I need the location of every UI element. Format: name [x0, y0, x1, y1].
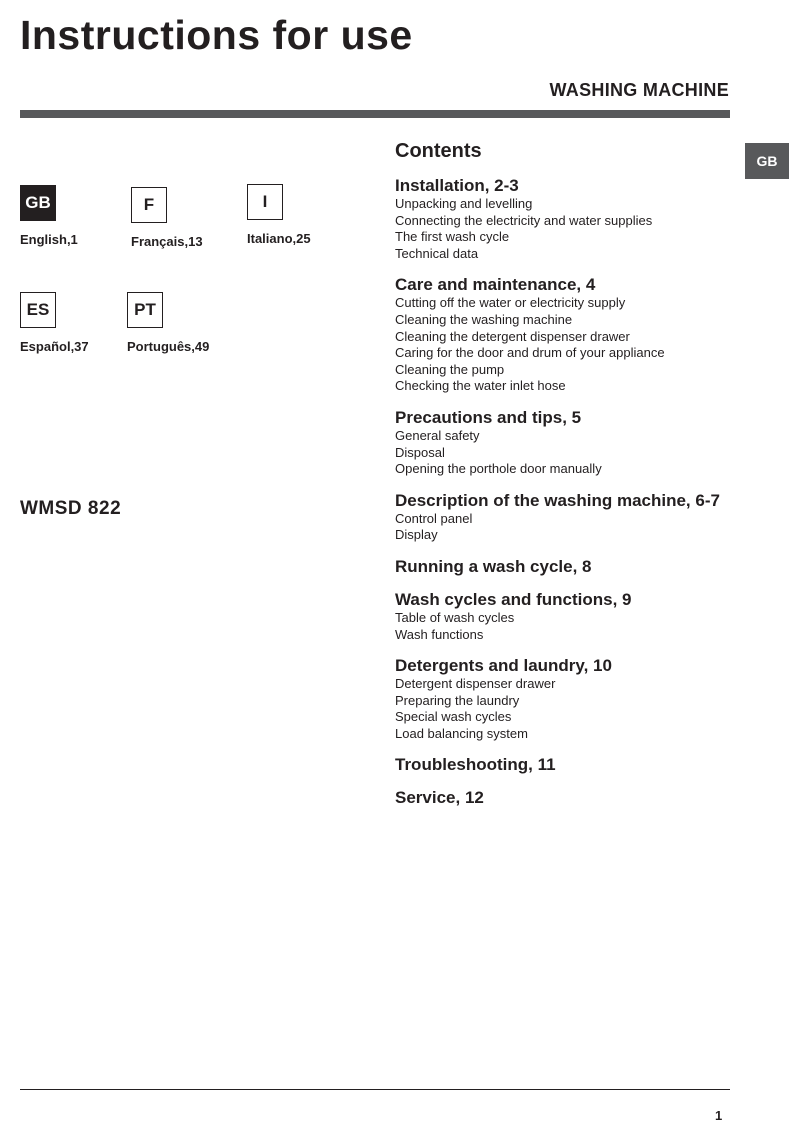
- contents-section-heading[interactable]: Troubleshooting, 11: [395, 755, 556, 775]
- contents-item[interactable]: Technical data: [395, 245, 479, 261]
- contents-section-heading[interactable]: Precautions and tips, 5: [395, 407, 582, 427]
- contents-section: [395, 787, 740, 808]
- contents-section-heading[interactable]: Detergents and laundry, 10: [395, 656, 612, 676]
- language-pt[interactable]: [127, 292, 209, 354]
- contents-section: [395, 754, 740, 775]
- contents-item[interactable]: Wash functions: [395, 626, 484, 642]
- contents-item[interactable]: Checking the water inlet hose: [395, 378, 566, 394]
- contents-section-heading[interactable]: Care and maintenance, 4: [395, 275, 596, 295]
- language-code-box[interactable]: ES: [20, 292, 56, 328]
- contents-section: [395, 274, 740, 395]
- contents-item[interactable]: Preparing the laundry: [395, 692, 520, 708]
- contents-section: [395, 175, 740, 262]
- language-code-box[interactable]: I: [247, 184, 283, 220]
- contents-item[interactable]: General safety: [395, 427, 480, 443]
- contents-item[interactable]: Detergent dispenser drawer: [395, 676, 556, 692]
- language-label[interactable]: English,1: [20, 232, 78, 247]
- language-gb[interactable]: [20, 185, 78, 247]
- contents-section-heading[interactable]: Wash cycles and functions, 9: [395, 589, 632, 609]
- language-label[interactable]: Italiano,25: [247, 231, 311, 246]
- contents-item[interactable]: Caring for the door and drum of your appliance: [395, 345, 665, 361]
- language-label[interactable]: Español,37: [20, 339, 89, 354]
- contents-item[interactable]: Control panel: [395, 510, 473, 526]
- contents-section-heading[interactable]: Service, 12: [395, 788, 484, 808]
- header-divider: [20, 110, 730, 118]
- table-of-contents: [395, 140, 740, 820]
- language-es[interactable]: [20, 292, 89, 354]
- contents-item[interactable]: Table of wash cycles: [395, 609, 515, 625]
- contents-section-heading[interactable]: Installation, 2-3: [395, 176, 519, 195]
- contents-section: [395, 407, 740, 478]
- contents-item[interactable]: Disposal: [395, 444, 445, 460]
- language-f[interactable]: [131, 187, 203, 249]
- contents-item[interactable]: Load balancing system: [395, 725, 528, 741]
- contents-item[interactable]: Display: [395, 527, 438, 543]
- language-code-box[interactable]: F: [131, 187, 167, 223]
- language-label[interactable]: Français,13: [131, 234, 203, 249]
- footer-divider: [20, 1089, 730, 1090]
- contents-section: [395, 655, 740, 742]
- contents-item[interactable]: Cleaning the pump: [395, 361, 505, 377]
- contents-section: [395, 490, 740, 544]
- language-i[interactable]: [247, 184, 311, 246]
- product-subtitle: WASHING MACHINE: [549, 80, 729, 100]
- contents-title: Contents: [395, 140, 482, 162]
- page-number: 1: [715, 1108, 723, 1123]
- language-code-box[interactable]: PT: [127, 292, 163, 328]
- contents-section-heading[interactable]: Description of the washing machine, 6-7: [395, 490, 720, 510]
- model-number: WMSD 822: [20, 498, 122, 519]
- contents-item[interactable]: Cleaning the detergent dispenser drawer: [395, 328, 630, 344]
- contents-section: [395, 589, 740, 643]
- contents-item[interactable]: Cleaning the washing machine: [395, 311, 573, 327]
- contents-section-heading[interactable]: Running a wash cycle, 8: [395, 556, 592, 576]
- contents-item[interactable]: Connecting the electricity and water supplies: [395, 212, 653, 228]
- contents-item[interactable]: Special wash cycles: [395, 709, 512, 725]
- contents-item[interactable]: The first wash cycle: [395, 229, 510, 245]
- contents-section: [395, 556, 740, 577]
- contents-item[interactable]: Opening the porthole door manually: [395, 461, 602, 477]
- contents-item[interactable]: Unpacking and levelling: [395, 196, 533, 211]
- contents-item[interactable]: Cutting off the water or electricity supply: [395, 295, 626, 311]
- language-code-box[interactable]: GB: [20, 185, 56, 221]
- language-label[interactable]: Português,49: [127, 339, 210, 354]
- language-side-tab[interactable]: GB: [745, 143, 789, 179]
- document-title: Instructions for use: [20, 12, 413, 58]
